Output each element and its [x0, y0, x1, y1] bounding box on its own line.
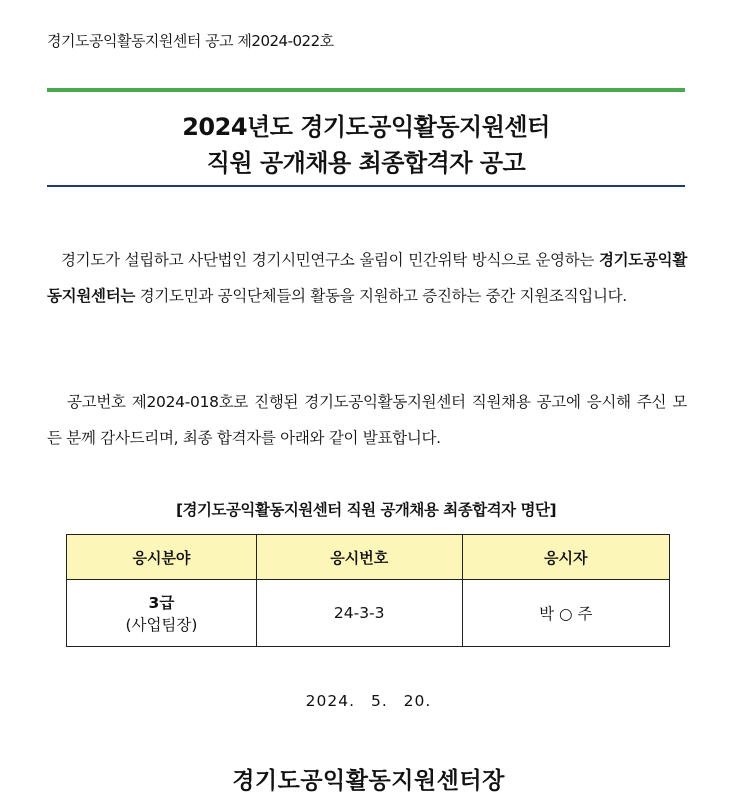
title-divider	[47, 185, 685, 187]
table-header-row	[67, 535, 670, 580]
table-row	[67, 580, 670, 647]
header-number: 응시번호	[256, 535, 462, 580]
signer-title: 경기도공익활동지원센터장	[232, 768, 505, 794]
header-field: 응시분야	[67, 535, 257, 580]
title-line-1: 2024년도 경기도공익활동지원센터	[182, 113, 550, 141]
cell-number: 24-3-3	[256, 580, 462, 647]
announcement-text: 공고번호 제2024-018호로 진행된 경기도공익활동지원센터 직원채용 공고에 응시해 주신 모든 분께 감사드리며, 최종 합격자를 아래와 같이 발표합니다.	[47, 393, 687, 447]
announcement-date: 2024. 5. 20.	[305, 692, 432, 710]
center-name-bold: 경기도공익활동지원센터는	[47, 251, 687, 305]
field-grade: 3급	[148, 594, 175, 612]
results-table	[66, 534, 670, 647]
announcement-paragraph	[47, 384, 687, 456]
results-list-title: [경기도공익활동지원센터 직원 공개채용 최종합격자 명단]	[175, 501, 557, 519]
title-line-2: 직원 공개채용 최종합격자 공고	[206, 149, 526, 177]
top-divider	[47, 88, 685, 92]
cell-applicant: 박 ○ 주	[462, 580, 669, 647]
intro-paragraph	[47, 242, 687, 314]
field-department: (사업팀장)	[125, 616, 198, 634]
header-applicant: 응시자	[462, 535, 669, 580]
cell-field	[67, 580, 257, 647]
intro-text-end: 경기도민과 공익단체들의 활동을 지원하고 증진하는 중간 지원조직입니다.	[135, 287, 627, 305]
notice-number: 경기도공익활동지원센터 공고 제2024-022호	[47, 32, 334, 50]
intro-text-start: 경기도가 설립하고 사단법인 경기시민연구소 울림이 민간위탁 방식으로 운영하는	[61, 251, 599, 269]
